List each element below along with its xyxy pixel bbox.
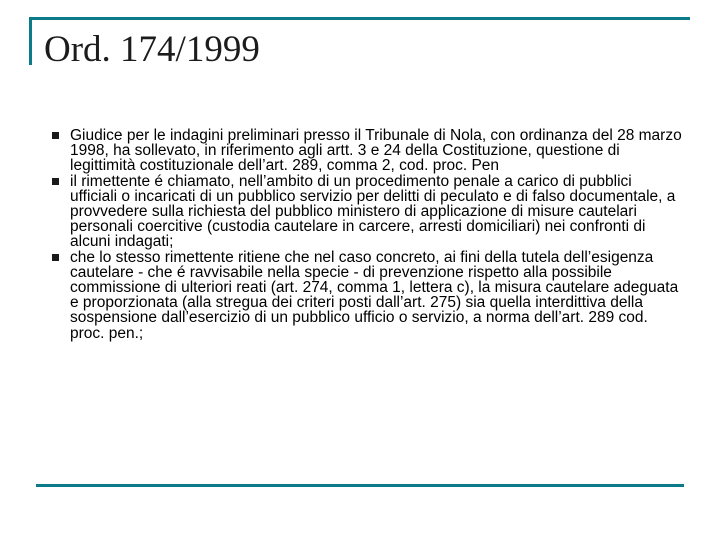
bullet-item-1 <box>52 128 682 174</box>
bullet-list <box>52 128 682 341</box>
bullet-item-3 <box>52 250 682 341</box>
square-bullet-icon <box>52 254 59 261</box>
title-frame-top-rule <box>29 17 690 20</box>
slide-title: Ord. 174/1999 <box>44 29 260 70</box>
bullet-text-1: Giudice per le indagini preliminari presso il Tribunale di Nola, con ordinanza del 28 marzo 1998, ha sollevato, in riferimento agli artt. 3 e 24 della Costituzione, questione di legittimità costituzionale dell’art. 289, comma 2, cod. proc. Pen <box>70 127 682 175</box>
square-bullet-icon <box>52 132 59 139</box>
bullet-text-3: che lo stesso rimettente ritiene che nel caso concreto, ai fini della tutela dell’esigenza cautelare - che é ravvisabile nella specie - di prevenzione rispetto alla possibile commissione di ulteriori reati (art. 274, comma 1, lettera c), la misura cautelare adeguata e proporzionata (alla stregua dei criteri posti dall’art. 275) sia quella interdittiva della sospensione dall’esercizio di un pubblico ufficio o servizio, a norma dell’art. 289 cod. proc. pen.; <box>70 248 679 342</box>
bullet-text-2: il rimettente é chiamato, nell’ambito di un procedimento penale a carico di pubblici ufficiali o incaricati di un pubblico servizio per delitti di peculato e di falso documentale, a provvedere sulla richiesta del pubblico ministero di applicazione di misure cautelari personali coercitive (custodia cautelare in carcere, arresti domiciliari) nei confronti di alcuni indagati; <box>70 172 676 251</box>
title-frame-left-rule <box>29 17 32 65</box>
bottom-divider <box>36 484 684 487</box>
bullet-item-2 <box>52 174 682 250</box>
square-bullet-icon <box>52 178 59 185</box>
